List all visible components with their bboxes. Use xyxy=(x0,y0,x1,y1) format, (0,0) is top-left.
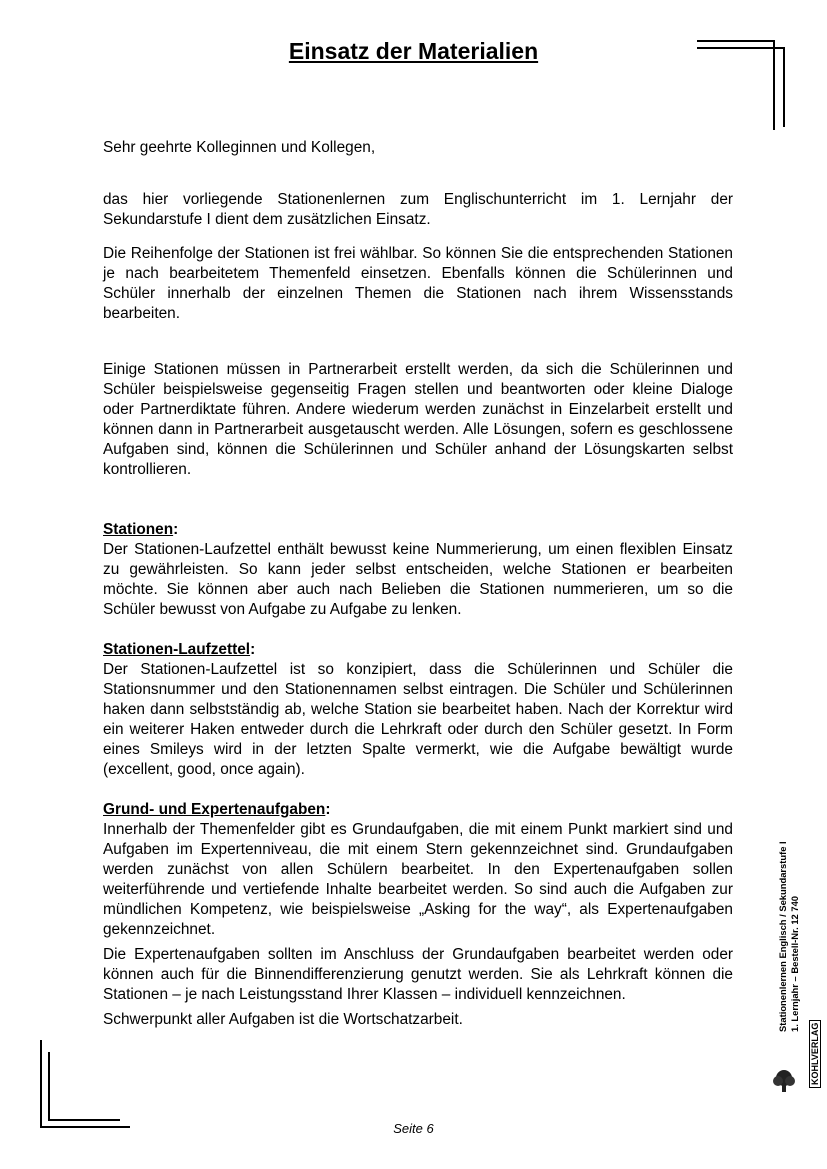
section-paragraph: Innerhalb der Themenfelder gibt es Grundaufgaben, die mit einem Punkt markiert sind und Aufgaben im Expertenniveau, die mit einem Stern gekennzeichnet sind. Grundaufgaben werden zunächst von allen Schülern bearbeitet. In den Expertenaufgaben sollen weiterführende und vertiefende Inhalte bearbeitet werden. So sind auch die Aufgaben zur mündlichen Kompetenz, wie beispielsweise „Asking for the way“, als Expertenaufgaben gekennzeichnet. xyxy=(103,821,733,938)
section-paragraph: Der Stationen-Laufzettel ist so konzipiert, dass die Schülerinnen und Schüler die Stationsnummer und den Stationennamen selbst eintragen. Die Schüler und Schülerinnen haken dann selbstständig ab, welche Station sie bearbeitet haben. Nach der Korrektur wird ein weiterer Haken entweder durch die Lehrkraft oder durch den Schüler gesetzt. In Form eines Smileys wird in der letzten Spalte vermerkt, wie die Aufgabe bewältigt wurde (excellent, good, once again). xyxy=(103,661,733,778)
page-title: Einsatz der Materialien xyxy=(288,38,539,64)
section-heading: Stationen: xyxy=(103,521,179,538)
intro-paragraph: Die Reihenfolge der Stationen ist frei wählbar. So können Sie die entsprechenden Stationen je nach bearbeitetem Themenfeld einsetzen. Ebenfalls können die Schülerinnen und Schüler innerhalb der einzelnen Themen die Stationen nach ihrem Wissensstands bearbeiten. xyxy=(103,245,733,322)
sidebar-line-2: 1. Lernjahr – Bestell-Nr. 12 740 xyxy=(789,895,800,1032)
intro-paragraph: das hier vorliegende Stationenlernen zum Englischunterricht im 1. Lernjahr der Sekundarstufe I dient dem zusätzlichen Einsatz. xyxy=(103,191,733,228)
page-number: Seite 6 xyxy=(393,1121,434,1136)
section-paragraph: Der Stationen-Laufzettel enthält bewusst keine Nummerierung, um einen flexiblen Einsatz zu gewährleisten. So kann jeder selbst entscheiden, welche Stationen er bearbeiten möchte. Sie können aber auch nach Belieben die Stationen nummerieren, um so die Schüler bewusst von Aufgabe zu Aufgabe zu lenken. xyxy=(103,541,733,618)
tree-logo-icon xyxy=(771,1068,797,1094)
publisher-logo: KOHLVERLAG xyxy=(809,1020,821,1088)
intro-paragraph: Einige Stationen müssen in Partnerarbeit erstellt werden, da sich die Schülerinnen und Schüler beispielsweise gegenseitig Fragen stellen und beantworten oder kleine Dialoge oder Partnerdiktate führen. Andere wiederum werden zunächst in Einzelarbeit erstellt und können dann in Partnerarbeit ausgetauscht werden. Alle Lösungen, sofern es geschlossene Aufgaben sind, können die Schülerinnen und Schüler anhand der Lösungskarten selbst kontrollieren. xyxy=(103,361,733,478)
sidebar-line-1: Stationenlernen Englisch / Sekundarstufe I xyxy=(777,841,788,1032)
document-body xyxy=(103,138,733,1030)
section-heading: Stationen-Laufzettel: xyxy=(103,641,256,658)
section-heading: Grund- und Expertenaufgaben: xyxy=(103,801,331,818)
publisher-sidebar xyxy=(765,800,821,1100)
section-paragraph: Die Expertenaufgaben sollten im Anschluss der Grundaufgaben bearbeitet werden oder können auch für die Binnendifferenzierung genutzt werden. Sie als Lehrkraft können die Stationen – je nach Leistungsstand Ihrer Klassen – individuell kennzeichnen. xyxy=(103,946,733,1003)
section-paragraph: Schwerpunkt aller Aufgaben ist die Wortschatzarbeit. xyxy=(103,1011,463,1028)
greeting: Sehr geehrte Kolleginnen und Kollegen, xyxy=(103,139,376,156)
sidebar-text xyxy=(777,742,821,1032)
